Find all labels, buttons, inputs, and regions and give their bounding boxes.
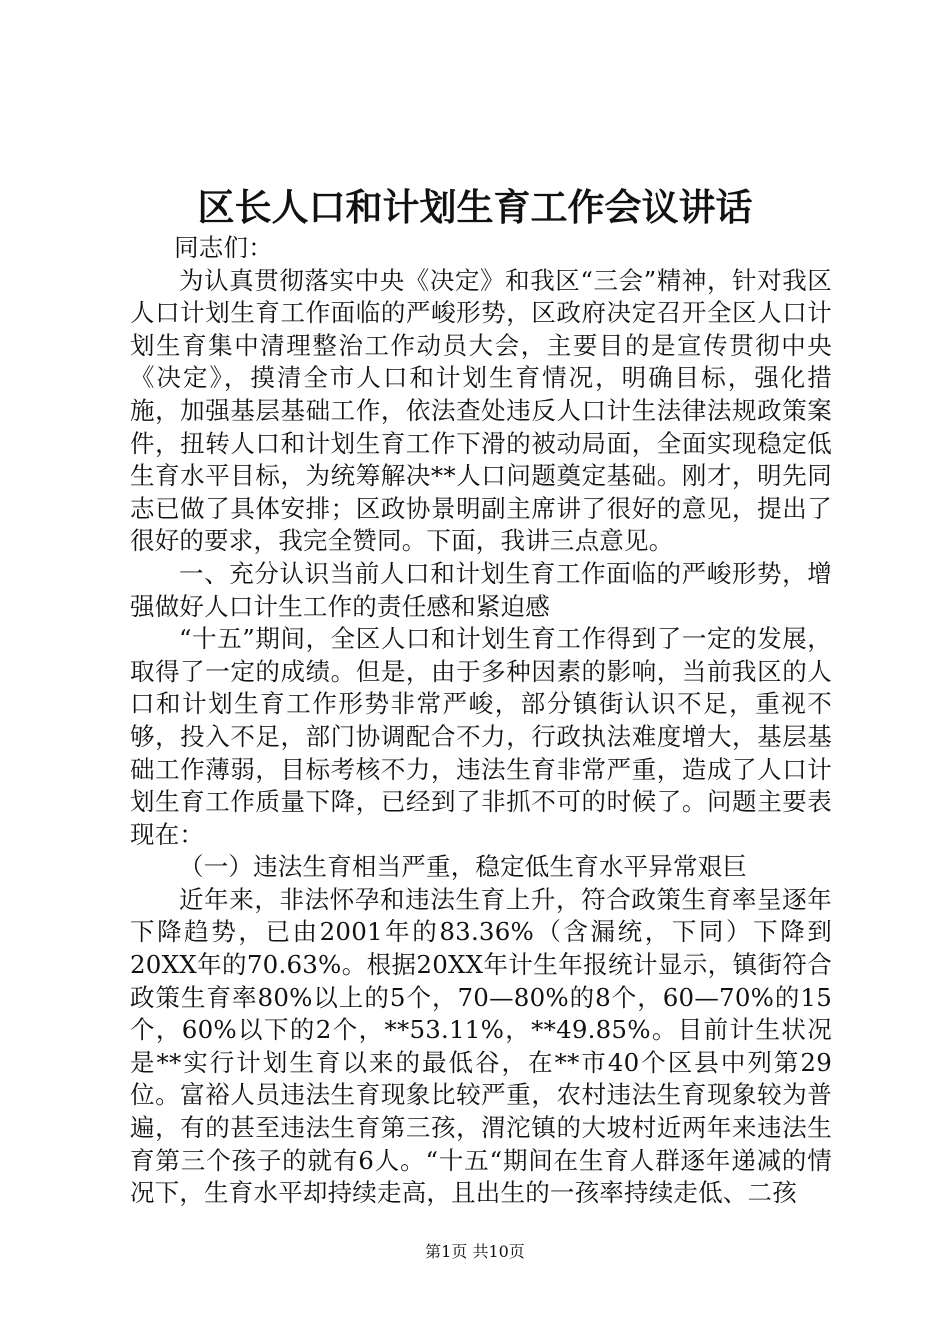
page-footer: 第1页 共10页 [425, 1242, 525, 1261]
subsection-heading-1: （一）违法生育相当严重，稳定低生育水平异常艰巨 [179, 852, 748, 882]
paragraph-situation: “十五”期间，全区人口和计划生育工作得到了一定的发展，取得了一定的成绩。但是，由于多种因素的影响，当前我区的人口和计划生育工作形势非常严峻，部分镇街认识不足，重视不够，投入不足，部门协调配合不力，行政执法难度增大，基层基础工作薄弱，目标考核不力，违法生育非常严重，造成了人口计划生育工作质量下降，已经到了非抓不可的时候了。问题主要表现在： [130, 624, 832, 849]
document-title: 区长人口和计划生育工作会议讲话 [197, 185, 753, 229]
section-heading-1: 一、充分认识当前人口和计划生育工作面临的严峻形势，增强做好人口计生工作的责任感和紧迫感 [130, 558, 832, 621]
document-body [130, 232, 832, 1210]
paragraph-intro: 为认真贯彻落实中央《决定》和我区“三会”精神，针对我区人口计划生育工作面临的严峻形势，区政府决定召开全区人口计划生育集中清理整治工作动员大会，主要目的是宣传贯彻中央《决定》，摸清全市人口和计划生育情况，明确目标，强化措施，加强基层基础工作，依法查处违反人口计生法律法规政策案件，扭转人口和计划生育工作下滑的被动局面，全面实现稳定低生育水平目标，为统筹解决**人口问题奠定基础。刚才，明先同志已做了具体安排；区政协景明副主席讲了很好的意见，提出了很好的要求，我完全赞同。下面，我讲三点意见。 [130, 265, 832, 556]
salutation: 同志们： [174, 233, 273, 262]
paragraph-statistics: 近年来，非法怀孕和违法生育上升，符合政策生育率呈逐年下降趋势，已由2001年的83.36%（含漏统，下同）下降到20XX年的70.63%。根据20XX年计生年报统计显示，镇街符合政策生育率80%以上的5个，70—80%的8个，60—70%的15个，60%以下的2个，**53.11%，**49.85%。目前计生状况是**实行计划生育以来的最低谷，在**市40个区县中列第29位。富裕人员违法生育现象比较严重，农村违法生育现象较为普遍，有的甚至违法生育第三孩，渭沱镇的大坡村近两年来违法生育第三个孩子的就有6人。“十五“期间在生育人群逐年递减的情况下，生育水平却持续走高，且出生的一孩率持续走低、二孩 [130, 884, 832, 1208]
